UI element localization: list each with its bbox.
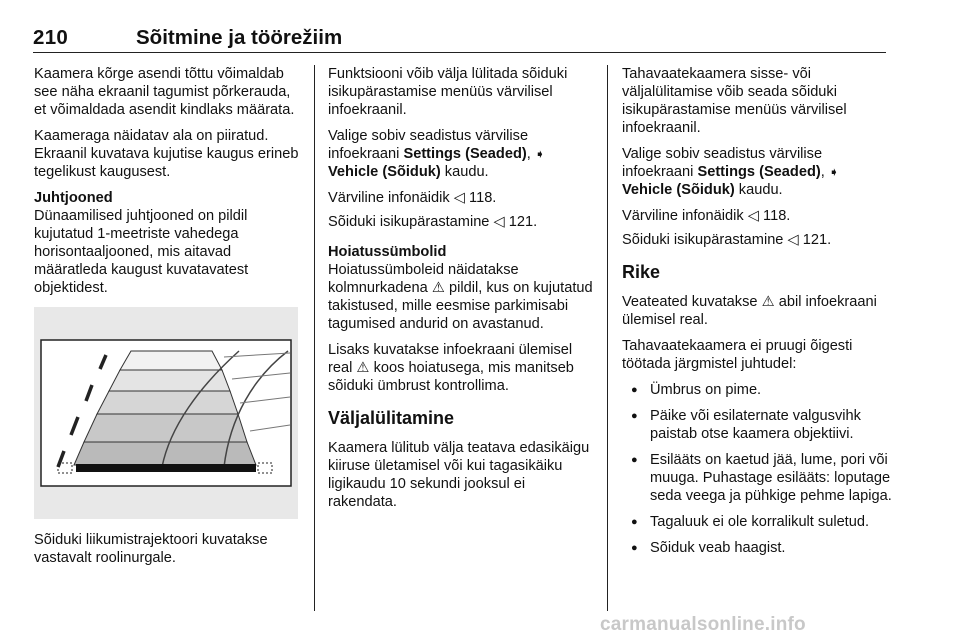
paragraph: Lisaks kuvatakse infoekraani ülemisel real ⚠ koos hoiatusega, mis manitseb sõiduki ümbrust kontrollima. bbox=[328, 342, 574, 394]
column-2 bbox=[328, 65, 598, 519]
cross-reference: Värviline infonäidik ◁ 118. bbox=[328, 190, 497, 206]
list-item: ● Esilääts on kaetud jää, lume, pori või muuga. Puhastage esilääts: loputage seda veega ja pühkige pehme lapiga. bbox=[622, 451, 892, 505]
cross-reference: Sõiduki isikupärastamine ◁ 121. bbox=[328, 214, 538, 230]
list-item: ● Sõiduk veab haagist. bbox=[622, 539, 892, 557]
paragraph: Tahavaatekaamera ei pruugi õigesti töötada järgmistel juhtudel: bbox=[622, 338, 853, 372]
header-divider bbox=[33, 52, 886, 53]
warning-triangle-icon: ⚠ bbox=[761, 294, 775, 310]
paragraph: Kaameraga näidatav ala on piiratud. Ekraanil kuvatava kujutise kaugus erineb tegelikust kaugusest. bbox=[34, 128, 299, 180]
rear-camera-guideline-illustration bbox=[34, 307, 298, 519]
reference-arrow-icon: ◁ bbox=[787, 232, 799, 248]
paragraph: Kaamera kõrge asendi tõttu võimaldab see näha ekraanil tagumist põrkerauda, et võimaldada asendit kindlaks määrata. bbox=[34, 66, 295, 118]
menu-settings-label: Settings (Seaded) bbox=[697, 164, 821, 180]
watermark: carmanualsonline.info bbox=[600, 614, 806, 635]
reference-arrow-icon: ◁ bbox=[453, 190, 465, 206]
warning-triangle-icon: ⚠ bbox=[356, 360, 370, 376]
column-divider bbox=[314, 65, 315, 611]
column-1 bbox=[34, 65, 304, 575]
menu-arrow-icon: ➧ bbox=[828, 165, 839, 179]
fault-conditions-list bbox=[622, 381, 892, 557]
menu-settings-label: Settings (Seaded) bbox=[403, 146, 527, 162]
paragraph: Valige sobiv seadistus värvilise infoekraani Settings (Seaded), ➧ Vehicle (Sõiduk) kaudu. bbox=[622, 146, 839, 198]
page-number: 210 bbox=[33, 26, 69, 49]
page-header bbox=[33, 26, 888, 52]
section-heading-guidelines: Juhtjooned bbox=[34, 190, 113, 206]
paragraph: Dünaamilised juhtjooned on pildil kujutatud 1-meetriste vahedega horisontaaljooned, mis aitavad määratleda kaugust kuvatavatest objektidest. bbox=[34, 208, 249, 296]
figure-caption: Sõiduki liikumistrajektoori kuvatakse vastavalt roolinurgale. bbox=[34, 532, 268, 566]
paragraph: Kaamera lülitub välja teatava edasikäigu kiiruse ületamisel või kui tagasikäiku ligikaudu 10 sekundi jooksul ei rakendata. bbox=[328, 440, 590, 510]
paragraph: Valige sobiv seadistus värvilise infoekraani Settings (Seaded), ➧ Vehicle (Sõiduk) kaudu. bbox=[328, 128, 545, 180]
cross-reference: Sõiduki isikupärastamine ◁ 121. bbox=[622, 232, 832, 248]
paragraph: Veateated kuvatakse ⚠ abil infoekraani ülemisel real. bbox=[622, 294, 877, 328]
menu-vehicle-label: Vehicle (Sõiduk) bbox=[622, 182, 735, 198]
section-heading-deactivation: Väljalülitamine bbox=[328, 408, 455, 428]
warning-triangle-icon: ⚠ bbox=[431, 280, 445, 296]
chapter-title: Sõitmine ja töörežiim bbox=[136, 26, 343, 49]
column-divider bbox=[607, 65, 608, 611]
menu-arrow-icon: ➧ bbox=[534, 147, 545, 161]
section-heading-warning-symbols: Hoiatussümbolid bbox=[328, 244, 447, 260]
reference-arrow-icon: ◁ bbox=[747, 208, 759, 224]
list-item: ● Päike või esilaternate valgusvihk paistab otse kaamera objektiivi. bbox=[622, 407, 892, 443]
column-3 bbox=[622, 65, 892, 565]
cross-reference: Värviline infonäidik ◁ 118. bbox=[622, 208, 791, 224]
section-heading-fault: Rike bbox=[622, 262, 661, 282]
paragraph: Tahavaatekaamera sisse- või väljalülitamise võib seada sõiduki isikupärastamise menüüs värvilisel infoekraanil. bbox=[622, 66, 847, 136]
paragraph: Hoiatussümboleid näidatakse kolmnurkadena ⚠ pildil, kus on kujutatud takistused, mille eesmise parkimisabi tagumised andurid on avastanud. bbox=[328, 262, 593, 332]
menu-vehicle-label: Vehicle (Sõiduk) bbox=[328, 164, 441, 180]
paragraph: Funktsiooni võib välja lülitada sõiduki isikupärastamise menüüs värvilisel infoekraanil. bbox=[328, 66, 568, 118]
list-item: ● Tagaluuk ei ole korralikult suletud. bbox=[622, 513, 892, 531]
list-item: ● Ümbrus on pime. bbox=[622, 381, 892, 399]
reference-arrow-icon: ◁ bbox=[493, 214, 505, 230]
